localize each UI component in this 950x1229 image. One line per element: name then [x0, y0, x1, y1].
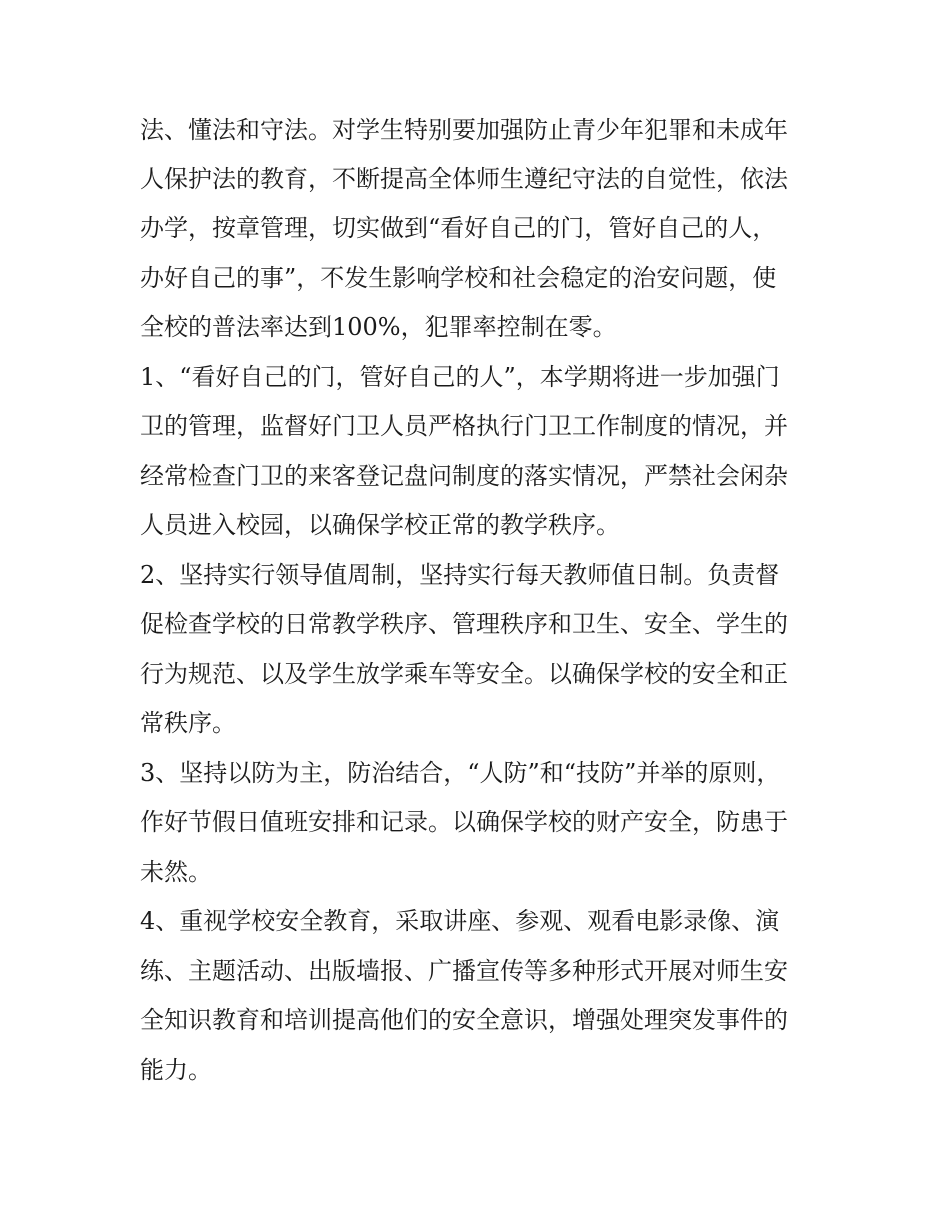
text-line: 人保护法的教育，不断提高全体师生遵纪守法的自觉性，依法	[140, 165, 788, 193]
text-line: 3、坚持以防为主，防治结合，“人防”和“技防”并举的原则，	[140, 759, 781, 787]
text-line: 办好自己的事”，不发生影响学校和社会稳定的治安问题，使	[140, 264, 777, 292]
text-line: 行为规范、以及学生放学乘车等安全。以确保学校的安全和正	[140, 660, 788, 688]
text-line: 全校的普法率达到100%，犯罪率控制在零。	[140, 313, 617, 341]
text-line: 能力。	[140, 1056, 212, 1084]
text-line: 2、坚持实行领导值周制，坚持实行每天教师值日制。负责督	[140, 561, 780, 589]
text-line: 未然。	[140, 858, 212, 886]
text-line: 1、“看好自己的门，管好自己的人”，本学期将进一步加强门	[140, 363, 780, 391]
text-line: 办学，按章管理，切实做到“看好自己的门，管好自己的人，	[140, 214, 777, 242]
text-line: 法、懂法和守法。对学生特别要加强防止青少年犯罪和未成年	[140, 116, 788, 144]
text-line: 4、重视学校安全教育，采取讲座、参观、观看电影录像、演	[140, 907, 780, 935]
text-line: 卫的管理，监督好门卫人员严格执行门卫工作制度的情况，并	[140, 412, 788, 440]
text-line: 练、主题活动、出版墙报、广播宣传等多种形式开展对师生安	[140, 957, 788, 985]
text-line: 作好节假日值班安排和记录。以确保学校的财产安全，防患于	[140, 808, 788, 836]
text-line: 人员进入校园，以确保学校正常的教学秩序。	[140, 511, 620, 539]
text-line: 常秩序。	[140, 709, 236, 737]
text-line: 经常检查门卫的来客登记盘问制度的落实情况，严禁社会闲杂	[140, 462, 788, 490]
text-line: 促检查学校的日常教学秩序、管理秩序和卫生、安全、学生的	[140, 610, 788, 638]
text-line: 全知识教育和培训提高他们的安全意识，增强处理突发事件的	[140, 1006, 788, 1034]
